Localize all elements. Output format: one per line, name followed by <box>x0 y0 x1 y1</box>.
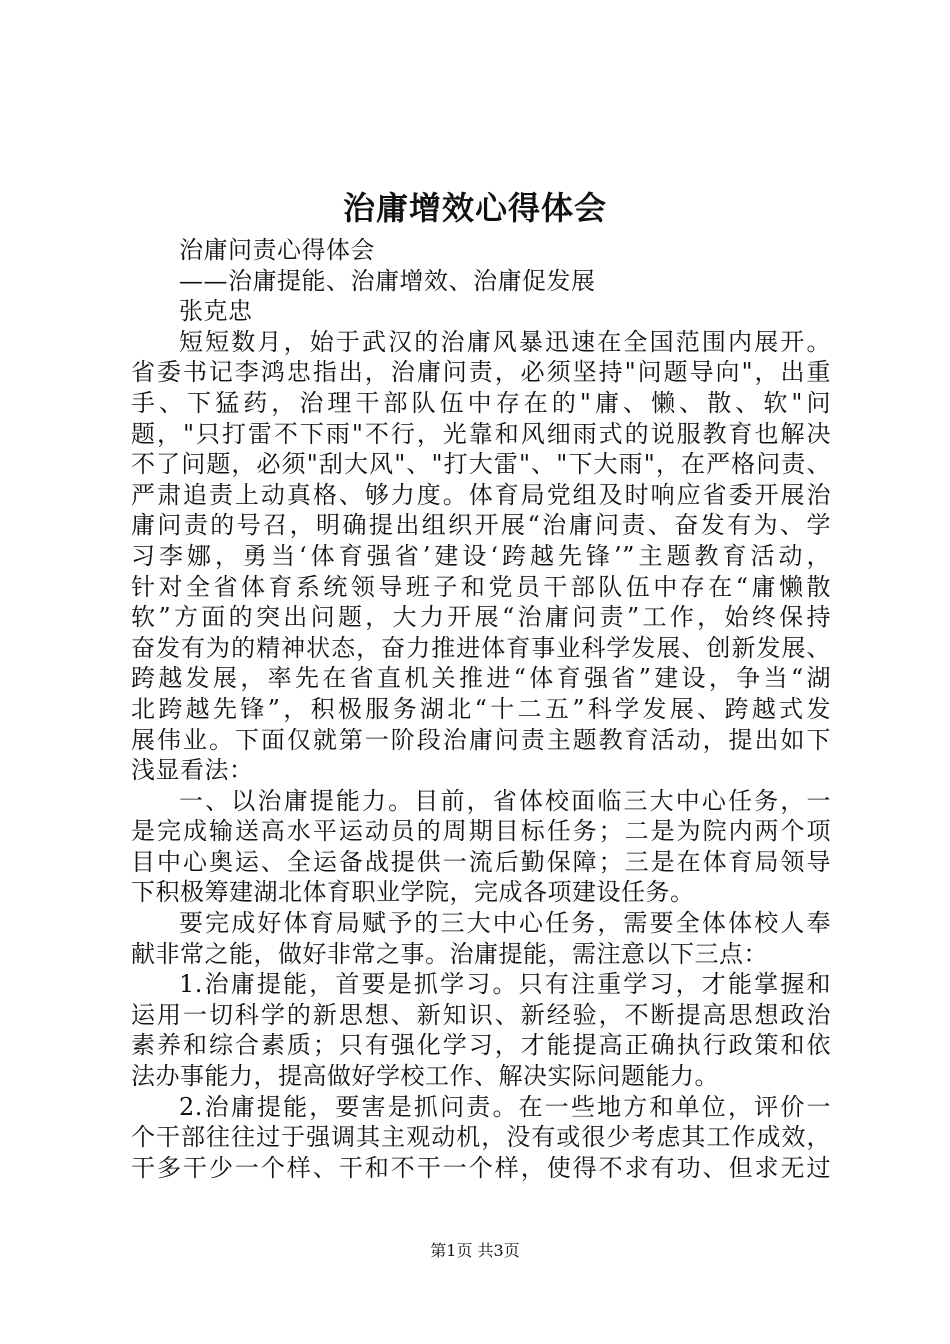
text-line: 治庸问责心得体会 <box>179 236 375 264</box>
text-line: 要完成好体育局赋予的三大中心任务，需要全体体校人奉 <box>179 909 831 938</box>
text-line: 手、下猛药，治理干部队伍中存在的"庸、懒、散、软"问 <box>131 388 831 417</box>
text-line: 软”方面的突出问题，大力开展“治庸问责”工作，始终保持 <box>131 603 831 632</box>
page-footer: 第1页 共3页 <box>430 1241 520 1260</box>
text-line: 1.治庸提能，首要是抓学习。只有注重学习，才能掌握和 <box>179 970 831 999</box>
text-line: 个干部往往过于强调其主观动机，没有或很少考虑其工作成效， <box>131 1123 831 1152</box>
text-line: 奋发有为的精神状态，奋力推进体育事业科学发展、创新发展、 <box>131 633 831 662</box>
text-line: 干多干少一个样、干和不干一个样，使得不求有功、但求无过 <box>131 1153 831 1182</box>
text-line: 运用一切科学的新思想、新知识、新经验，不断提高思想政治 <box>131 1000 831 1029</box>
text-line: 献非常之能，做好非常之事。治庸提能，需注意以下三点： <box>131 939 768 968</box>
text-line: 法办事能力，提高做好学校工作、解决实际问题能力。 <box>131 1062 719 1091</box>
text-line: 题，"只打雷不下雨"不行，光靠和风细雨式的说服教育也解决 <box>131 419 831 448</box>
text-line: 下积极筹建湖北体育职业学院，完成各项建设任务。 <box>131 878 695 907</box>
document-title: 治庸增效心得体会 <box>342 189 607 227</box>
text-line: 省委书记李鸿忠指出，治庸问责，必须坚持"问题导向"，出重 <box>131 358 831 387</box>
text-line: 不了问题，必须"刮大风"、"打大雷"、"下大雨"，在严格问责、 <box>131 450 831 479</box>
text-line: 短短数月，始于武汉的治庸风暴迅速在全国范围内展开。 <box>179 327 831 356</box>
text-line: 展伟业。下面仅就第一阶段治庸问责主题教育活动，提出如下 <box>131 725 831 754</box>
text-line: 2.治庸提能，要害是抓问责。在一些地方和单位，评价一 <box>179 1092 831 1121</box>
text-line: 庸问责的号召，明确提出组织开展“治庸问责、奋发有为、学 <box>131 511 831 540</box>
text-line: 北跨越先锋”，积极服务湖北“十二五”科学发展、跨越式发 <box>131 694 831 723</box>
text-line: 跨越发展，率先在省直机关推进“体育强省”建设，争当“湖 <box>131 664 831 693</box>
text-line: 张克忠 <box>179 297 253 326</box>
text-line: 一、以治庸提能力。目前，省体校面临三大中心任务，一 <box>179 786 831 815</box>
text-line: 浅显看法： <box>131 756 254 785</box>
document-body <box>131 235 831 1183</box>
text-line: 习李娜，勇当‘体育强省’建设‘跨越先锋’”主题教育活动， <box>131 541 831 570</box>
text-line: 针对全省体育系统领导班子和党员干部队伍中存在“庸懒散 <box>131 572 831 601</box>
text-line: 严肃追责上动真格、够力度。体育局党组及时响应省委开展治 <box>131 480 831 509</box>
text-line: 素养和综合素质；只有强化学习，才能提高正确执行政策和依 <box>131 1031 831 1060</box>
text-line: ——治庸提能、治庸增效、治庸促发展 <box>179 266 596 295</box>
text-line: 是完成输送高水平运动员的周期目标任务；二是为院内两个项 <box>131 817 831 846</box>
text-line: 目中心奥运、全运备战提供一流后勤保障；三是在体育局领导 <box>131 847 831 876</box>
